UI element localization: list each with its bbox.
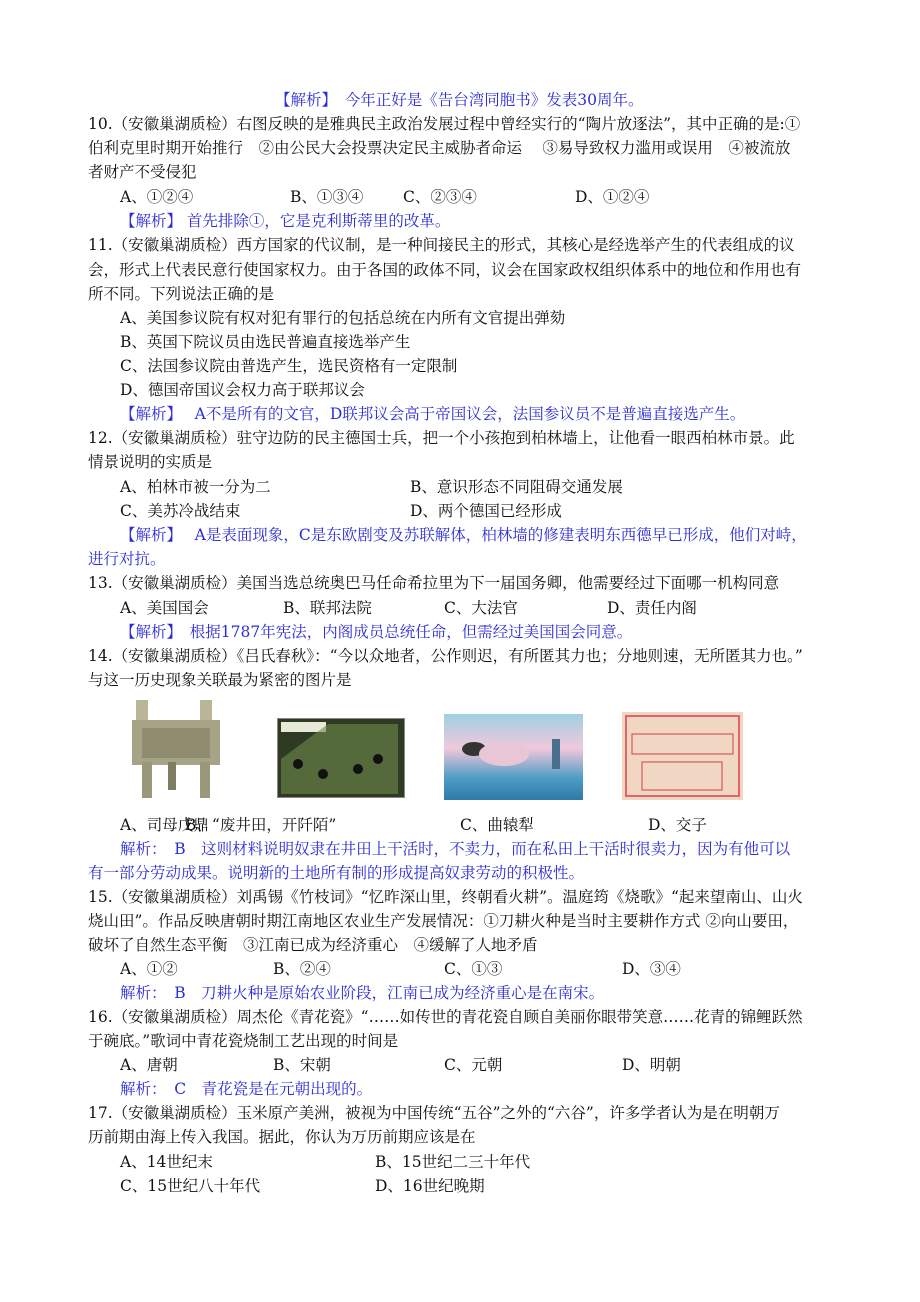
q14-analysis: 有一部分劳动成果。说明新的土地所有制的形成提高奴隶劳动的积极性。 [88, 864, 585, 882]
option-a: A、14世纪末 [120, 1153, 213, 1171]
q16-stem: 16.（安徽巢湖质检）周杰伦《青花瓷》“……如传世的青花瓷自顾自美丽你眼带笑意……花青的锦鲤跃然 [88, 1008, 803, 1026]
option-b: B、“废井田，开阡陌” [185, 816, 337, 834]
option-b: B、②④ [273, 960, 331, 978]
option-b: B、英国下院议员由选民普遍直接选举产生 [120, 333, 411, 351]
option-b: B、①③④ [290, 188, 364, 206]
q11-stem: 所不同。下列说法正确的是 [88, 285, 275, 303]
option-b: B、15世纪二三十年代 [375, 1153, 531, 1171]
q10-stem: 10.（安徽巢湖质检）右图反映的是雅典民主政治发展过程中曾经实行的“陶片放逐法”，其中正确的是:① [88, 115, 801, 133]
q16-options [0, 1053, 920, 1077]
q10-analysis: 【解析】 首先排除①，它是克利斯蒂里的改革。 [120, 212, 451, 230]
q12-options [0, 499, 920, 523]
q15-stem: 15.（安徽巢湖质检）刘禹锡《竹枝词》“忆昨深山里，终朝看火耕”。温庭筠《烧歌》“起来望南山、山火 [88, 888, 803, 906]
option-c: C、15世纪八十年代 [120, 1177, 261, 1195]
q14-options [0, 813, 920, 837]
option-c: C、②③④ [403, 188, 477, 206]
q10-stem: 者财产不受侵犯 [88, 163, 197, 181]
q17-options [0, 1174, 920, 1198]
q17-stem: 历前期由海上传入我国。据此，你认为万历前期应该是在 [88, 1128, 476, 1146]
option-d: D、③④ [622, 960, 681, 978]
q12-stem: 情景说明的实质是 [88, 453, 213, 471]
image-simuwu-ding [128, 700, 225, 800]
q10-stem: 伯利克里时期开始推行 ②由公民大会投票决定民主威胁者命运 ③易导致权力滥用或误用 ④被流放 [88, 139, 791, 157]
option-d: D、德国帝国议会权力高于联邦议会 [120, 381, 365, 399]
option-b: B、宋朝 [273, 1056, 331, 1074]
q11-stem: 11.（安徽巢湖质检）西方国家的代议制，是一种间接民主的形式，其核心是经选举产生的代表组成的议 [88, 236, 795, 254]
q12-stem: 12.（安徽巢湖质检）驻守边防的民主德国士兵，把一个小孩抱到柏林墙上，让他看一眼西柏林市景。此 [88, 429, 795, 447]
q11-analysis: 【解析】 A不是所有的文官，D联邦议会高于帝国议会，法国参议员不是普遍直接选产生。 [120, 405, 746, 423]
q16-analysis: 解析： C 青花瓷是在元朝出现的。 [120, 1080, 373, 1098]
image-jiaozi [622, 712, 743, 800]
option-c: C、法国参议院由普选产生，选民资格有一定限制 [120, 357, 458, 375]
image-fei-jingtian [277, 718, 405, 798]
image-quyuan-plough [444, 714, 583, 800]
option-b: B、意识形态不同阻碍交通发展 [410, 478, 623, 496]
option-a: A、①②④ [120, 188, 194, 206]
q15-stem: 破坏了自然生态平衡 ③江南已成为经济重心 ④缓解了人地矛盾 [88, 936, 538, 954]
q13-analysis: 【解析】 根据1787年宪法，内阁成员总统任命，但需经过美国国会同意。 [120, 623, 633, 641]
option-c: C、元朝 [444, 1056, 503, 1074]
option-c: C、曲辕犁 [460, 816, 534, 834]
q15-stem: 烧山田”。作品反映唐朝时期江南地区农业生产发展情况：①刀耕火种是当时主要耕作方式 ②向山要田， [88, 912, 799, 930]
q15-analysis: 解析： B 刀耕火种是原始农业阶段，江南已成为经济重心是在南宋。 [120, 984, 605, 1002]
option-c: C、美苏冷战结束 [120, 502, 241, 520]
option-a: A、美国国会 [120, 599, 209, 617]
q12-options [0, 475, 920, 499]
option-d: D、责任内阁 [607, 599, 697, 617]
q17-options [0, 1150, 920, 1174]
option-c: C、大法官 [444, 599, 518, 617]
q13-stem: 13.（安徽巢湖质检）美国当选总统奥巴马任命希拉里为下一届国务卿，他需要经过下面哪一机构同意 [88, 574, 780, 592]
option-d: D、两个德国已经形成 [410, 502, 562, 520]
q14-stem: 与这一历史现象关联最为紧密的图片是 [88, 671, 352, 689]
option-a: A、①② [120, 960, 178, 978]
option-c: C、①③ [444, 960, 503, 978]
option-d: D、16世纪晚期 [375, 1177, 485, 1195]
option-d: D、①②④ [575, 188, 650, 206]
option-d: D、交子 [648, 816, 707, 834]
q10-options [0, 185, 920, 209]
option-b: B、联邦法院 [283, 599, 372, 617]
q9-analysis: 【解析】 今年正好是《告台湾同胞书》发表30周年。 [275, 91, 644, 109]
option-a: A、美国参议院有权对犯有罪行的包括总统在内所有文官提出弹劾 [120, 309, 566, 327]
option-d: D、明朝 [622, 1056, 681, 1074]
q12-analysis: 【解析】 A是表面现象，C是东欧剧变及苏联解体，柏林墙的修建表明东西德早已形成，他们对峙， [120, 526, 807, 544]
q14-stem: 14.（安徽巢湖质检）《吕氏春秋》：“今以众地者，公作则迟，有所匿其力也；分地则速，无所匿其力也。” [88, 647, 803, 665]
q13-options [0, 596, 920, 620]
q16-stem: 于碗底。”歌词中青花瓷烧制工艺出现的时间是 [88, 1032, 399, 1050]
q15-options [0, 957, 920, 981]
option-a: A、唐朝 [120, 1056, 178, 1074]
q14-analysis: 解析： B 这则材料说明奴隶在井田上干活时，不卖力，而在私田上干活时很卖力，因为有他可以 [120, 840, 791, 858]
q17-stem: 17.（安徽巢湖质检）玉米原产美洲，被视为中国传统“五谷”之外的“六谷”，许多学者认为是在明朝万 [88, 1104, 780, 1122]
option-a: A、柏林市被一分为二 [120, 478, 271, 496]
q11-stem: 会，形式上代表民意行使国家权力。由于各国的政体不同，议会在国家政权组织体系中的地位和作用也有 [88, 261, 802, 279]
option-a: A、司母戊鼎 [120, 816, 209, 834]
q12-analysis: 进行对抗。 [88, 550, 166, 568]
